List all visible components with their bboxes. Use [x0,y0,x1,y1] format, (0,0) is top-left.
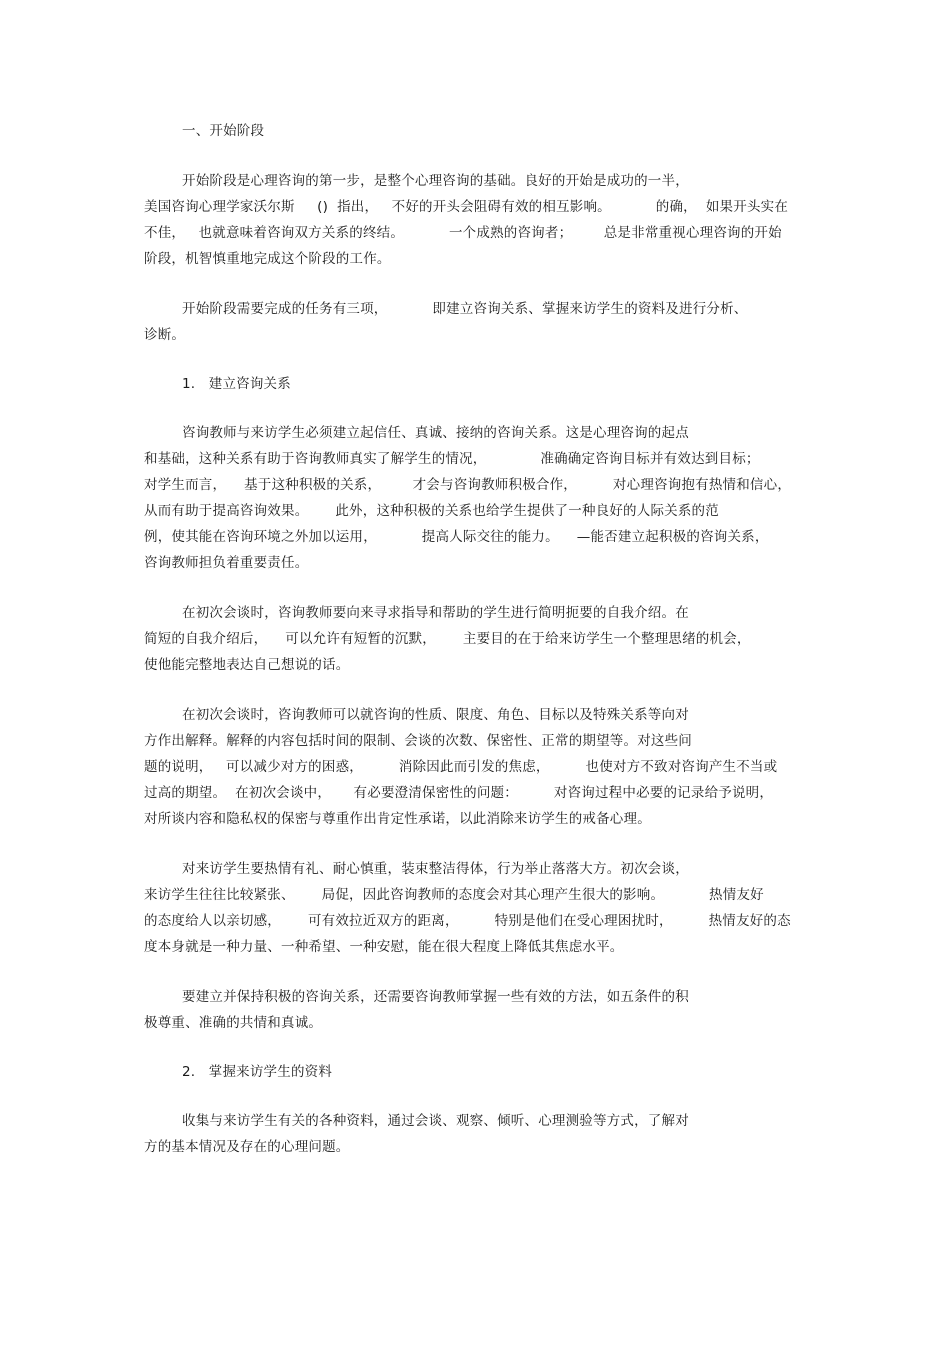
paragraph-line: 在初次会谈时，咨询教师要向来寻求指导和帮助的学生进行简明扼要的自我介绍。在 [182,605,689,621]
paragraph-line: 来访学生往往比较紧张、 局促，因此咨询教师的态度会对其心理产生很大的影响。 热情友好 [144,887,764,903]
paragraph-line: 从而有助于提高咨询效果。 此外，这种积极的关系也给学生提供了一种良好的人际关系的范 [144,503,719,519]
paragraph-line: 美国咨询心理学家沃尔斯 () 指出， 不好的开头会阻碍有效的相互影响。 的确， 如果开头实在 [144,199,789,215]
subsection-title-1: 1. 建立咨询关系 [182,376,291,392]
paragraph-line: 收集与来访学生有关的各种资料，通过会谈、观察、倾听、心理测验等方式，了解对 [182,1113,689,1129]
paragraph-line: 极尊重、准确的共情和真诚。 [144,1015,323,1031]
paragraph-line: 使他能完整地表达自己想说的话。 [144,657,350,673]
paragraph-line: 不佳， 也就意味着咨询双方关系的终结。 一个成熟的咨询者； 总是非常重视心理咨询的开始 [144,225,782,241]
paragraph-line: 咨询教师担负着重要责任。 [144,555,309,571]
paragraph-line: 阶段，机智慎重地完成这个阶段的工作。 [144,251,391,267]
paragraph-line: 对学生而言， 基于这种积极的关系， 才会与咨询教师积极合作， 对心理咨询抱有热情和信心， [144,477,792,493]
paragraph-line: 对所谈内容和隐私权的保密与尊重作出肯定性承诺，以此消除来访学生的戒备心理。 [144,811,651,827]
paragraph-line: 的态度给人以亲切感， 可有效拉近双方的距离， 特别是他们在受心理困扰时， 热情友好的态 [144,913,791,929]
paragraph-line: 开始阶段需要完成的任务有三项， 即建立咨询关系、掌握来访学生的资料及进行分析、 [182,301,748,317]
paragraph-line: 诊断。 [144,327,186,343]
paragraph-line: 过高的期望。 在初次会谈中， 有必要澄清保密性的问题： 对咨询过程中必要的记录给予说明， [144,785,774,801]
paragraph-line: 方作出解释。解释的内容包括时间的限制、会谈的次数、保密性、正常的期望等。对这些问 [144,733,692,749]
paragraph-line: 方的基本情况及存在的心理问题。 [144,1139,350,1155]
paragraph-line: 在初次会谈时，咨询教师可以就咨询的性质、限度、角色、目标以及特殊关系等向对 [182,707,689,723]
paragraph-line: 简短的自我介绍后， 可以允许有短暂的沉默， 主要目的在于给来访学生一个整理思绪的机会， [144,631,751,647]
paragraph-line: 例，使其能在咨询环境之外加以运用， 提高人际交往的能力。 —能否建立起积极的咨询关系， [144,529,769,545]
paragraph-line: 咨询教师与来访学生必须建立起信任、真诚、接纳的咨询关系。这是心理咨询的起点 [182,425,689,441]
paragraph-line: 开始阶段是心理咨询的第一步，是整个心理咨询的基础。良好的开始是成功的一半， [182,173,689,189]
paragraph-line: 和基础，这种关系有助于咨询教师真实了解学生的情况， 准确确定咨询目标并有效达到目标； [144,451,760,467]
paragraph-line: 要建立并保持积极的咨询关系，还需要咨询教师掌握一些有效的方法，如五条件的积 [182,989,689,1005]
section-title: 一、开始阶段 [182,123,265,139]
paragraph-line: 题的说明， 可以减少对方的困惑， 消除因此而引发的焦虑， 也使对方不致对咨询产生不当或 [144,759,778,775]
paragraph-line: 对来访学生要热情有礼、耐心慎重，装束整洁得体，行为举止落落大方。初次会谈， [182,861,689,877]
paragraph-line: 度本身就是一种力量、一种希望、一种安慰，能在很大程度上降低其焦虑水平。 [144,939,624,955]
subsection-title-2: 2. 掌握来访学生的资料 [182,1064,333,1080]
